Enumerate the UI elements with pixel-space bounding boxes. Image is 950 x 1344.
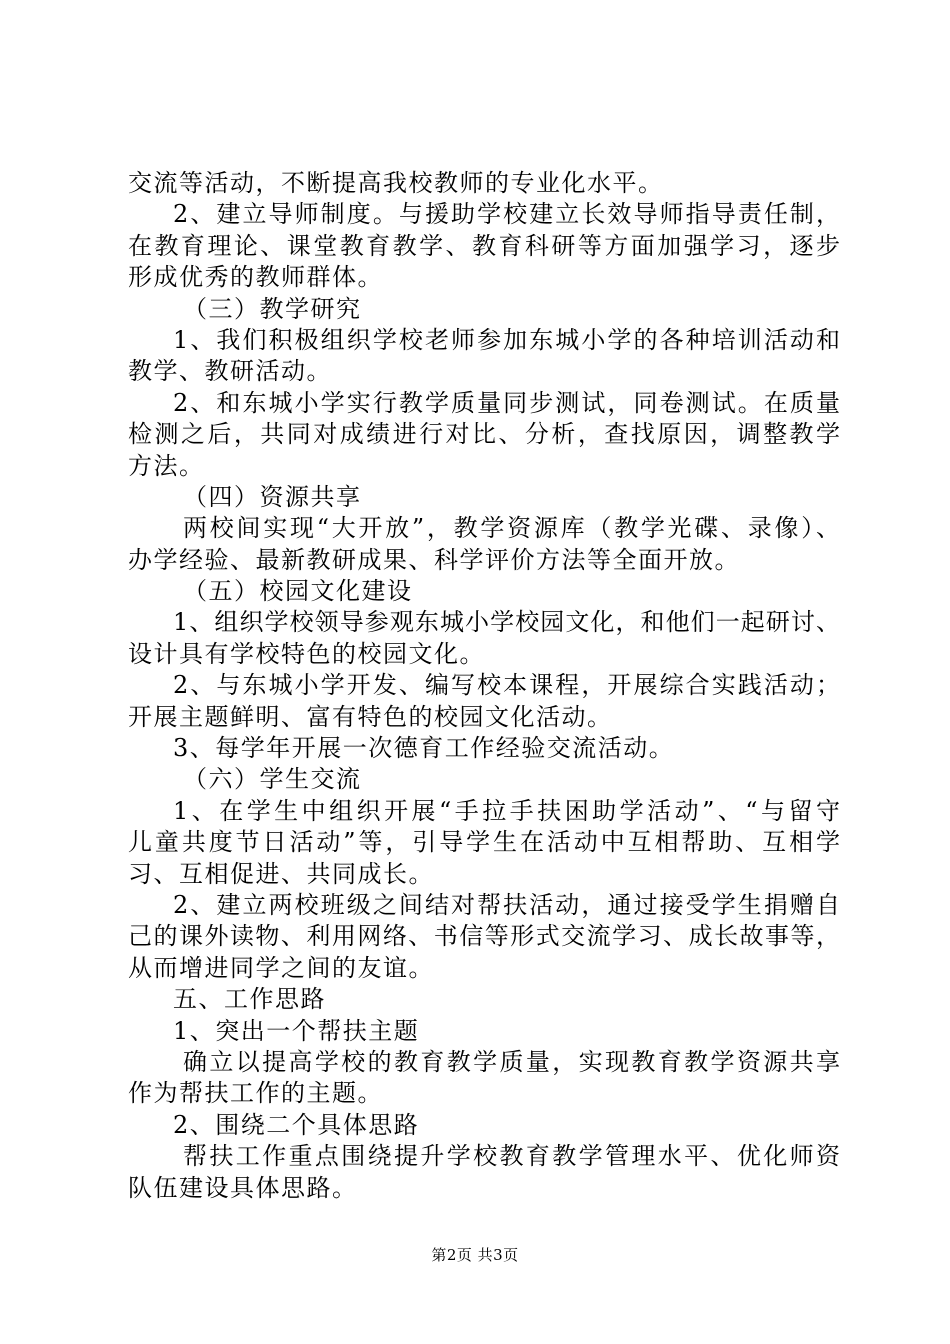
text-line: 1、组织学校领导参观东城小学校园文化，和他们一起研讨、 — [173, 608, 840, 637]
document-body — [128, 168, 840, 1204]
text-line: 2、围绕二个具体思路 — [173, 1110, 420, 1139]
page-footer: 第2页 共3页 — [431, 1246, 519, 1264]
text-line: 儿童共度节日活动”等，引导学生在活动中互相帮助、互相学 — [128, 828, 840, 857]
text-line: 方法。 — [128, 451, 205, 480]
text-line: 两校间实现“大开放”，教学资源库（教学光碟、录像）、 — [183, 514, 840, 543]
text-line: 2、和东城小学实行教学质量同步测试，同卷测试。在质量 — [173, 388, 840, 417]
text-line: 2、建立两校班级之间结对帮扶活动，通过接受学生捐赠自 — [173, 890, 840, 919]
text-line: 队伍建设具体思路。 — [128, 1173, 358, 1202]
text-line: 1、在学生中组织开展“手拉手扶困助学活动”、“与留守 — [173, 796, 840, 825]
text-line: （六）学生交流 — [183, 765, 362, 794]
text-line: 习、互相促进、共同成长。 — [128, 859, 434, 888]
text-line: 五、工作思路 — [173, 985, 326, 1014]
text-line: 1、突出一个帮扶主题 — [173, 1016, 420, 1045]
text-line: 从而增进同学之间的友谊。 — [128, 953, 434, 982]
text-line: （三）教学研究 — [183, 294, 362, 323]
text-line: 交流等活动，不断提高我校教师的专业化水平。 — [128, 169, 664, 197]
text-line: 检测之后，共同对成绩进行对比、分析，查找原因，调整教学 — [128, 420, 840, 449]
text-line: 作为帮扶工作的主题。 — [128, 1079, 383, 1108]
text-line: 1、我们积极组织学校老师参加东城小学的各种培训活动和 — [173, 325, 840, 354]
text-line: 开展主题鲜明、富有特色的校园文化活动。 — [128, 702, 613, 731]
text-line: 确立以提高学校的教育教学质量，实现教育教学资源共享 — [183, 1047, 840, 1076]
text-line: 己的课外读物、利用网络、书信等形式交流学习、成长故事等， — [128, 922, 840, 951]
text-line: 2、建立导师制度。与援助学校建立长效导师指导责任制， — [173, 200, 840, 229]
text-line: 设计具有学校特色的校园文化。 — [128, 639, 485, 668]
text-line: 形成优秀的教师群体。 — [128, 263, 383, 292]
text-line: 帮扶工作重点围绕提升学校教育教学管理水平、优化师资 — [183, 1142, 840, 1171]
text-line: 2、与东城小学开发、编写校本课程，开展综合实践活动； — [173, 671, 840, 700]
text-line: 在教育理论、课堂教育教学、教育科研等方面加强学习，逐步 — [128, 231, 840, 260]
text-line: 办学经验、最新教研成果、科学评价方法等全面开放。 — [128, 545, 740, 574]
text-line: 3、每学年开展一次德育工作经验交流活动。 — [173, 734, 675, 763]
text-line: （五）校园文化建设 — [183, 577, 413, 606]
text-line: （四）资源共享 — [183, 482, 362, 511]
text-line: 教学、教研活动。 — [128, 357, 332, 386]
